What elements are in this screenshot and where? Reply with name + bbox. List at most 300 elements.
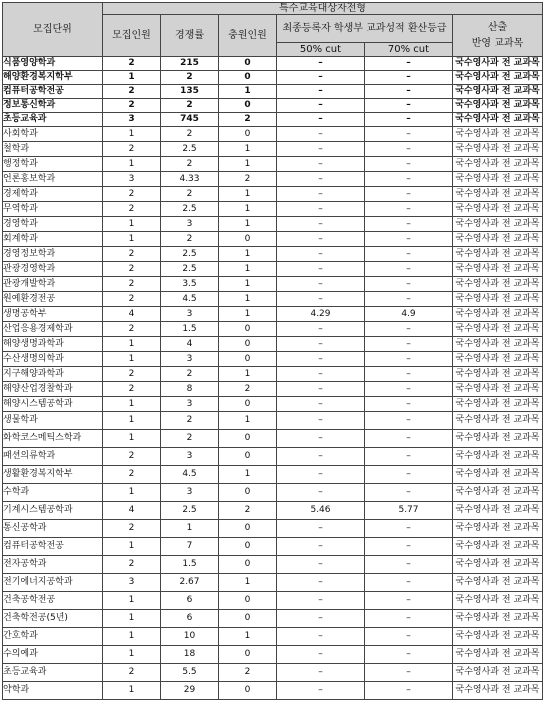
row-reserve: 1 xyxy=(219,307,277,322)
row-quota: 1 xyxy=(103,337,161,352)
header-quota: 모집인원 xyxy=(103,15,161,57)
row-cut70: – xyxy=(365,113,453,127)
row-ratio: 7 xyxy=(161,538,219,556)
row-cut70: – xyxy=(365,71,453,85)
row-subject: 국수영사과 전 교과목 xyxy=(453,57,543,71)
row-quota: 1 xyxy=(103,484,161,502)
row-ratio: 2.67 xyxy=(161,574,219,592)
row-subject: 국수영사과 전 교과목 xyxy=(453,99,543,113)
row-cut70: – xyxy=(365,610,453,628)
row-ratio: 2.5 xyxy=(161,142,219,157)
row-quota: 1 xyxy=(103,538,161,556)
row-reserve: 1 xyxy=(219,187,277,202)
row-quota: 2 xyxy=(103,247,161,262)
row-ratio: 1.5 xyxy=(161,556,219,574)
row-cut50: – xyxy=(277,157,365,172)
row-subject: 국수영사과 전 교과목 xyxy=(453,502,543,520)
row-subject: 국수영사과 전 교과목 xyxy=(453,202,543,217)
row-dept: 전자공학과 xyxy=(3,556,103,574)
row-quota: 4 xyxy=(103,307,161,322)
row-ratio: 3.5 xyxy=(161,277,219,292)
row-quota: 2 xyxy=(103,448,161,466)
row-subject: 국수영사과 전 교과목 xyxy=(453,382,543,397)
row-quota: 2 xyxy=(103,57,161,71)
row-cut70: – xyxy=(365,99,453,113)
row-ratio: 2.5 xyxy=(161,262,219,277)
row-reserve: 0 xyxy=(219,448,277,466)
row-dept: 수산생명의학과 xyxy=(3,352,103,367)
row-ratio: 3 xyxy=(161,217,219,232)
row-cut70: – xyxy=(365,232,453,247)
row-cut50: – xyxy=(277,322,365,337)
row-quota: 1 xyxy=(103,610,161,628)
table-row xyxy=(3,202,543,217)
admission-results-table xyxy=(2,2,543,700)
row-dept: 수의예과 xyxy=(3,646,103,664)
row-cut50: – xyxy=(277,57,365,71)
row-cut50: – xyxy=(277,262,365,277)
table-row xyxy=(3,322,543,337)
row-dept: 무역학과 xyxy=(3,202,103,217)
table-row xyxy=(3,247,543,262)
row-quota: 2 xyxy=(103,187,161,202)
row-cut50: – xyxy=(277,484,365,502)
row-dept: 정보통신학과 xyxy=(3,99,103,113)
row-ratio: 745 xyxy=(161,113,219,127)
table-row xyxy=(3,682,543,700)
row-ratio: 2.5 xyxy=(161,202,219,217)
row-quota: 3 xyxy=(103,574,161,592)
row-ratio: 2 xyxy=(161,157,219,172)
row-ratio: 3 xyxy=(161,307,219,322)
table-row xyxy=(3,71,543,85)
table-row xyxy=(3,277,543,292)
header-reserve: 충원인원 xyxy=(219,15,277,57)
row-ratio: 135 xyxy=(161,85,219,99)
row-dept: 컴퓨터공학전공 xyxy=(3,538,103,556)
row-dept: 해양시스템공학과 xyxy=(3,397,103,412)
row-reserve: 1 xyxy=(219,466,277,484)
row-dept: 식품영양학과 xyxy=(3,57,103,71)
row-dept: 건축학전공(5년) xyxy=(3,610,103,628)
row-dept: 생명공학부 xyxy=(3,307,103,322)
row-reserve: 0 xyxy=(219,610,277,628)
row-dept: 경제학과 xyxy=(3,187,103,202)
header-dept: 모집단위 xyxy=(3,3,103,57)
row-reserve: 0 xyxy=(219,127,277,142)
row-cut50: – xyxy=(277,187,365,202)
row-subject: 국수영사과 전 교과목 xyxy=(453,610,543,628)
row-subject: 국수영사과 전 교과목 xyxy=(453,187,543,202)
row-subject: 국수영사과 전 교과목 xyxy=(453,142,543,157)
table-row xyxy=(3,520,543,538)
row-reserve: 0 xyxy=(219,538,277,556)
row-ratio: 18 xyxy=(161,646,219,664)
row-dept: 수학과 xyxy=(3,484,103,502)
row-quota: 2 xyxy=(103,99,161,113)
row-quota: 2 xyxy=(103,85,161,99)
table-row xyxy=(3,262,543,277)
header-ratio: 경쟁률 xyxy=(161,15,219,57)
row-dept: 해양생명과학과 xyxy=(3,337,103,352)
row-cut50: – xyxy=(277,142,365,157)
row-reserve: 0 xyxy=(219,352,277,367)
row-cut70: – xyxy=(365,466,453,484)
row-cut70: – xyxy=(365,646,453,664)
table-row xyxy=(3,85,543,99)
row-quota: 2 xyxy=(103,367,161,382)
row-subject: 국수영사과 전 교과목 xyxy=(453,262,543,277)
row-cut70: – xyxy=(365,664,453,682)
row-reserve: 1 xyxy=(219,277,277,292)
row-subject: 국수영사과 전 교과목 xyxy=(453,172,543,187)
header-group: 특수교육대상자전형 xyxy=(103,3,543,15)
row-dept: 언론홍보학과 xyxy=(3,172,103,187)
row-reserve: 0 xyxy=(219,322,277,337)
row-reserve: 0 xyxy=(219,232,277,247)
row-dept: 철학과 xyxy=(3,142,103,157)
row-cut70: – xyxy=(365,682,453,700)
row-cut50: – xyxy=(277,247,365,262)
row-quota: 2 xyxy=(103,142,161,157)
row-dept: 해양산업경찰학과 xyxy=(3,382,103,397)
row-reserve: 1 xyxy=(219,157,277,172)
row-cut70: – xyxy=(365,430,453,448)
row-subject: 국수영사과 전 교과목 xyxy=(453,556,543,574)
table-row xyxy=(3,232,543,247)
table-row xyxy=(3,292,543,307)
row-ratio: 4.5 xyxy=(161,466,219,484)
row-reserve: 0 xyxy=(219,646,277,664)
row-quota: 2 xyxy=(103,466,161,484)
row-ratio: 2 xyxy=(161,412,219,430)
row-ratio: 2 xyxy=(161,232,219,247)
row-cut50: – xyxy=(277,352,365,367)
row-dept: 건축공학전공 xyxy=(3,592,103,610)
header-subject-sub: 반영 교과목 xyxy=(471,37,524,49)
row-subject: 국수영사과 전 교과목 xyxy=(453,71,543,85)
table-row xyxy=(3,484,543,502)
row-dept: 원예환경전공 xyxy=(3,292,103,307)
row-dept: 경영학과 xyxy=(3,217,103,232)
row-ratio: 2 xyxy=(161,127,219,142)
row-reserve: 1 xyxy=(219,247,277,262)
row-ratio: 1.5 xyxy=(161,322,219,337)
row-subject: 국수영사과 전 교과목 xyxy=(453,277,543,292)
table-row xyxy=(3,556,543,574)
row-cut70: – xyxy=(365,292,453,307)
row-reserve: 1 xyxy=(219,262,277,277)
row-cut70: – xyxy=(365,157,453,172)
row-cut50: – xyxy=(277,430,365,448)
row-ratio: 29 xyxy=(161,682,219,700)
table-row xyxy=(3,412,543,430)
table-row xyxy=(3,502,543,520)
row-quota: 3 xyxy=(103,113,161,127)
table-row xyxy=(3,574,543,592)
row-cut70: – xyxy=(365,172,453,187)
row-dept: 패션의류학과 xyxy=(3,448,103,466)
row-ratio: 2 xyxy=(161,430,219,448)
header-cut50: 50% cut xyxy=(277,43,365,57)
row-reserve: 1 xyxy=(219,142,277,157)
row-cut50: – xyxy=(277,397,365,412)
row-subject: 국수영사과 전 교과목 xyxy=(453,232,543,247)
row-cut70: – xyxy=(365,592,453,610)
row-cut70: – xyxy=(365,337,453,352)
row-cut70: – xyxy=(365,574,453,592)
row-reserve: 0 xyxy=(219,484,277,502)
row-cut70: – xyxy=(365,382,453,397)
table-row xyxy=(3,127,543,142)
row-subject: 국수영사과 전 교과목 xyxy=(453,307,543,322)
row-cut50: 5.46 xyxy=(277,502,365,520)
row-cut50: – xyxy=(277,538,365,556)
row-cut50: – xyxy=(277,85,365,99)
row-quota: 2 xyxy=(103,277,161,292)
row-cut70: – xyxy=(365,367,453,382)
row-cut50: 4.29 xyxy=(277,307,365,322)
row-cut50: – xyxy=(277,466,365,484)
row-ratio: 2.5 xyxy=(161,247,219,262)
row-subject: 국수영사과 전 교과목 xyxy=(453,247,543,262)
row-dept: 생물학과 xyxy=(3,412,103,430)
row-quota: 1 xyxy=(103,628,161,646)
row-reserve: 1 xyxy=(219,85,277,99)
table-row xyxy=(3,610,543,628)
row-cut50: – xyxy=(277,99,365,113)
row-cut70: – xyxy=(365,628,453,646)
row-ratio: 8 xyxy=(161,382,219,397)
row-quota: 1 xyxy=(103,71,161,85)
row-ratio: 2 xyxy=(161,99,219,113)
row-ratio: 4.5 xyxy=(161,292,219,307)
row-quota: 1 xyxy=(103,232,161,247)
row-subject: 국수영사과 전 교과목 xyxy=(453,157,543,172)
row-ratio: 4 xyxy=(161,337,219,352)
row-cut50: – xyxy=(277,556,365,574)
row-reserve: 0 xyxy=(219,556,277,574)
row-subject: 국수영사과 전 교과목 xyxy=(453,367,543,382)
row-reserve: 0 xyxy=(219,520,277,538)
row-subject: 국수영사과 전 교과목 xyxy=(453,592,543,610)
row-ratio: 1 xyxy=(161,520,219,538)
row-cut50: – xyxy=(277,646,365,664)
row-dept: 간호학과 xyxy=(3,628,103,646)
row-ratio: 2 xyxy=(161,71,219,85)
row-cut50: – xyxy=(277,664,365,682)
row-cut70: – xyxy=(365,352,453,367)
row-dept: 기계시스템공학과 xyxy=(3,502,103,520)
row-cut50: – xyxy=(277,682,365,700)
row-cut70: – xyxy=(365,247,453,262)
row-dept: 지구해양과학과 xyxy=(3,367,103,382)
table-row xyxy=(3,466,543,484)
row-subject: 국수영사과 전 교과목 xyxy=(453,466,543,484)
table-row xyxy=(3,99,543,113)
row-subject: 국수영사과 전 교과목 xyxy=(453,484,543,502)
table-row xyxy=(3,592,543,610)
row-dept: 관광경영학과 xyxy=(3,262,103,277)
row-reserve: 2 xyxy=(219,664,277,682)
row-quota: 1 xyxy=(103,352,161,367)
table-row xyxy=(3,142,543,157)
table-row xyxy=(3,628,543,646)
table-row xyxy=(3,352,543,367)
row-quota: 2 xyxy=(103,292,161,307)
row-cut70: – xyxy=(365,412,453,430)
table-row xyxy=(3,367,543,382)
row-quota: 2 xyxy=(103,322,161,337)
row-subject: 국수영사과 전 교과목 xyxy=(453,430,543,448)
row-reserve: 0 xyxy=(219,99,277,113)
row-cut50: – xyxy=(277,448,365,466)
row-quota: 1 xyxy=(103,412,161,430)
row-dept: 전기에너지공학과 xyxy=(3,574,103,592)
row-dept: 회계학과 xyxy=(3,232,103,247)
row-ratio: 3 xyxy=(161,484,219,502)
row-reserve: 1 xyxy=(219,574,277,592)
row-cut70: 5.77 xyxy=(365,502,453,520)
row-cut70: 4.9 xyxy=(365,307,453,322)
row-quota: 2 xyxy=(103,262,161,277)
row-reserve: 1 xyxy=(219,292,277,307)
row-subject: 국수영사과 전 교과목 xyxy=(453,217,543,232)
table-row xyxy=(3,307,543,322)
row-quota: 1 xyxy=(103,157,161,172)
row-ratio: 6 xyxy=(161,610,219,628)
row-quota: 3 xyxy=(103,172,161,187)
table-row xyxy=(3,157,543,172)
table-row xyxy=(3,172,543,187)
table-row xyxy=(3,430,543,448)
row-cut70: – xyxy=(365,127,453,142)
row-cut50: – xyxy=(277,610,365,628)
row-ratio: 3 xyxy=(161,352,219,367)
header-subject-title: 산출 xyxy=(487,21,508,33)
table-row xyxy=(3,397,543,412)
row-subject: 국수영사과 전 교과목 xyxy=(453,113,543,127)
row-dept: 경영정보학과 xyxy=(3,247,103,262)
row-subject: 국수영사과 전 교과목 xyxy=(453,337,543,352)
row-quota: 2 xyxy=(103,520,161,538)
row-cut70: – xyxy=(365,520,453,538)
row-reserve: 0 xyxy=(219,397,277,412)
row-ratio: 2.5 xyxy=(161,502,219,520)
row-dept: 초등교육과 xyxy=(3,113,103,127)
row-quota: 2 xyxy=(103,664,161,682)
row-quota: 1 xyxy=(103,592,161,610)
row-subject: 국수영사과 전 교과목 xyxy=(453,322,543,337)
row-reserve: 0 xyxy=(219,592,277,610)
row-ratio: 2 xyxy=(161,367,219,382)
row-reserve: 0 xyxy=(219,337,277,352)
row-cut70: – xyxy=(365,187,453,202)
row-dept: 통신공학과 xyxy=(3,520,103,538)
row-cut70: – xyxy=(365,556,453,574)
row-subject: 국수영사과 전 교과목 xyxy=(453,682,543,700)
row-subject: 국수영사과 전 교과목 xyxy=(453,127,543,142)
row-ratio: 4.33 xyxy=(161,172,219,187)
row-cut70: – xyxy=(365,217,453,232)
row-subject: 국수영사과 전 교과목 xyxy=(453,520,543,538)
header-cut70: 70% cut xyxy=(365,43,453,57)
row-reserve: 2 xyxy=(219,382,277,397)
row-ratio: 3 xyxy=(161,397,219,412)
row-subject: 국수영사과 전 교과목 xyxy=(453,448,543,466)
row-dept: 행정학과 xyxy=(3,157,103,172)
row-cut70: – xyxy=(365,142,453,157)
table-body xyxy=(3,57,543,700)
row-subject: 국수영사과 전 교과목 xyxy=(453,85,543,99)
row-cut50: – xyxy=(277,292,365,307)
row-subject: 국수영사과 전 교과목 xyxy=(453,397,543,412)
row-cut70: – xyxy=(365,277,453,292)
row-reserve: 1 xyxy=(219,367,277,382)
row-cut70: – xyxy=(365,397,453,412)
row-cut70: – xyxy=(365,262,453,277)
row-cut50: – xyxy=(277,520,365,538)
table-row xyxy=(3,538,543,556)
row-quota: 4 xyxy=(103,502,161,520)
row-dept: 약학과 xyxy=(3,682,103,700)
row-cut50: – xyxy=(277,592,365,610)
row-reserve: 2 xyxy=(219,172,277,187)
row-reserve: 2 xyxy=(219,113,277,127)
row-cut50: – xyxy=(277,113,365,127)
row-dept: 컴퓨터공학전공 xyxy=(3,85,103,99)
row-quota: 2 xyxy=(103,382,161,397)
table-row xyxy=(3,217,543,232)
row-cut70: – xyxy=(365,202,453,217)
row-quota: 2 xyxy=(103,556,161,574)
row-ratio: 215 xyxy=(161,57,219,71)
row-quota: 1 xyxy=(103,397,161,412)
row-cut50: – xyxy=(277,367,365,382)
row-reserve: 0 xyxy=(219,682,277,700)
row-quota: 1 xyxy=(103,127,161,142)
table-row xyxy=(3,113,543,127)
row-cut50: – xyxy=(277,127,365,142)
row-subject: 국수영사과 전 교과목 xyxy=(453,352,543,367)
row-cut50: – xyxy=(277,172,365,187)
row-dept: 해양환경복지학부 xyxy=(3,71,103,85)
table-row xyxy=(3,448,543,466)
row-cut50: – xyxy=(277,382,365,397)
row-cut70: – xyxy=(365,538,453,556)
row-quota: 1 xyxy=(103,217,161,232)
row-quota: 1 xyxy=(103,646,161,664)
row-ratio: 6 xyxy=(161,592,219,610)
row-cut50: – xyxy=(277,574,365,592)
row-reserve: 0 xyxy=(219,57,277,71)
row-cut50: – xyxy=(277,232,365,247)
row-cut50: – xyxy=(277,337,365,352)
row-subject: 국수영사과 전 교과목 xyxy=(453,538,543,556)
row-cut50: – xyxy=(277,628,365,646)
row-cut50: – xyxy=(277,217,365,232)
row-quota: 2 xyxy=(103,202,161,217)
table-row xyxy=(3,187,543,202)
table-row xyxy=(3,337,543,352)
row-cut50: – xyxy=(277,71,365,85)
row-reserve: 1 xyxy=(219,202,277,217)
row-cut50: – xyxy=(277,202,365,217)
header-subject xyxy=(453,15,543,57)
row-reserve: 2 xyxy=(219,502,277,520)
row-ratio: 3 xyxy=(161,448,219,466)
row-reserve: 1 xyxy=(219,217,277,232)
